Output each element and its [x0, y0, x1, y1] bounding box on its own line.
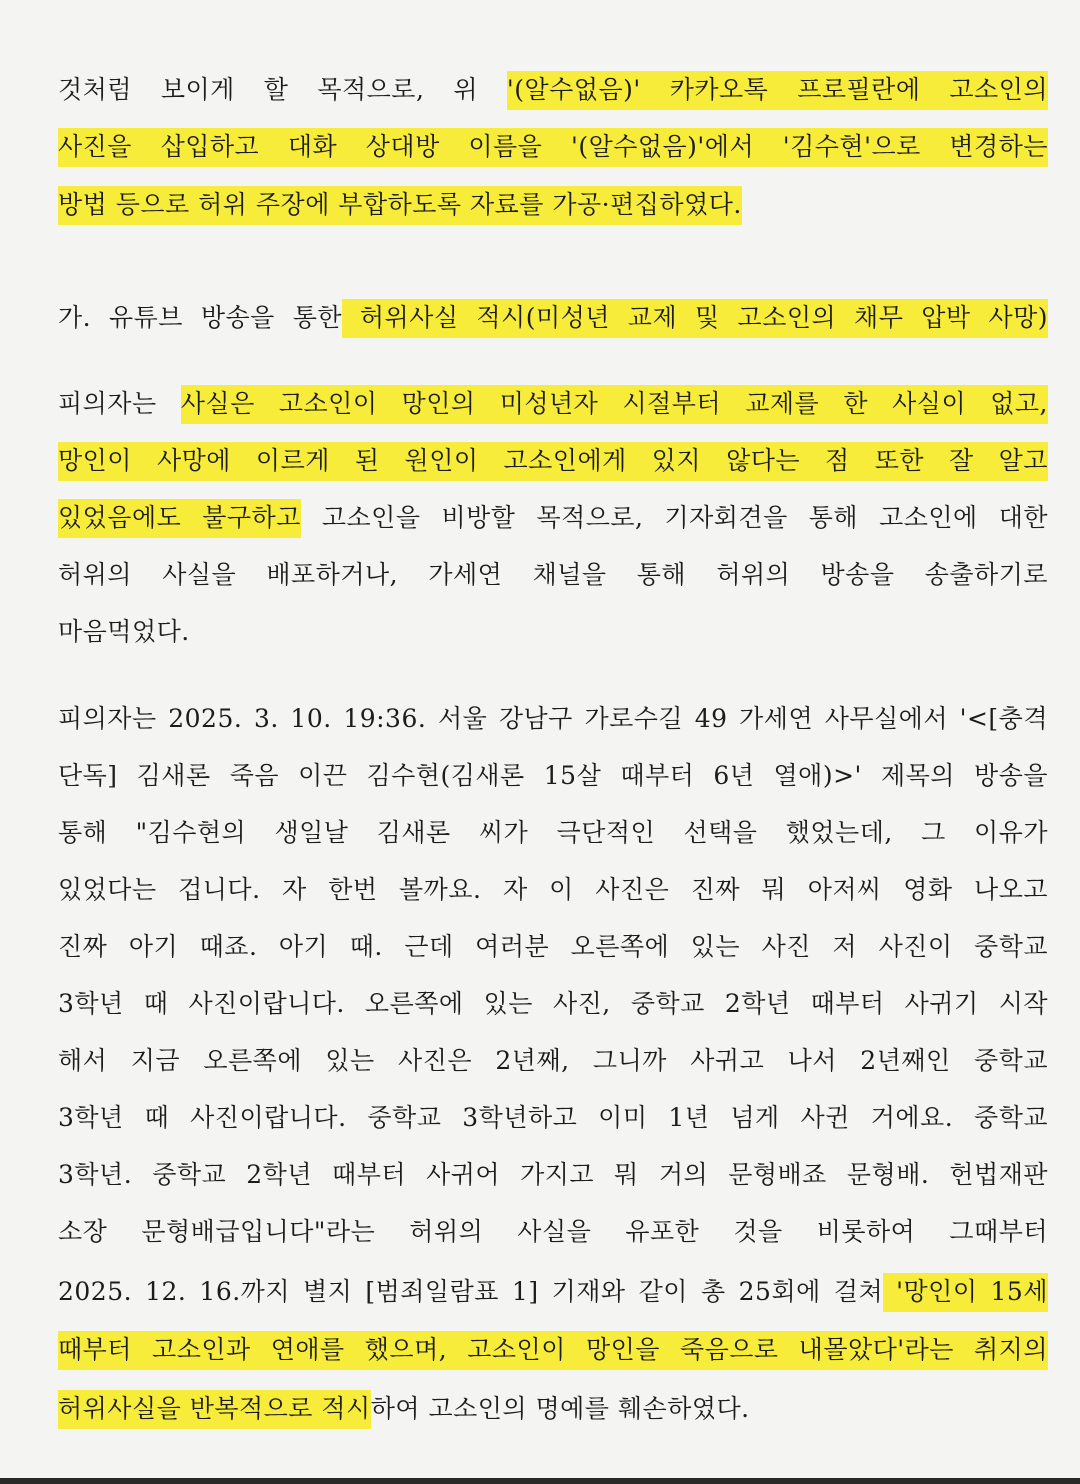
para1-line2 [58, 127, 1048, 167]
para3-line6 [58, 984, 1048, 1024]
section-heading-plain: 가. 유튜브 방송을 통한 [58, 303, 342, 332]
highlight: 사진을 삽입하고 대화 상대방 이름을 '(알수없음)'에서 '김수현'으로 변경하는 [58, 128, 1048, 167]
para2-line2 [58, 441, 1048, 481]
para2-line5-plain: 마음먹었다. [58, 617, 190, 646]
para3-line4 [58, 870, 1048, 910]
para3-line2-text: 단독] 김새론 죽음 이끈 김수현(김새론 15살 때부터 6년 열애)>' 제목의 방송을 [58, 761, 1048, 790]
para3-line10-text: 소장 문형배급입니다"라는 허위의 사실을 유포한 것을 비롯하여 그때부터 [58, 1217, 1048, 1246]
para3-line4-text: 있었다는 겁니다. 자 한번 볼까요. 자 이 사진은 진짜 뭐 아저씨 영화 나오고 [58, 875, 1048, 904]
para1-line1 [58, 70, 1048, 110]
para3-line10 [58, 1212, 1048, 1252]
para2-line4 [58, 555, 1048, 595]
highlight: 망인이 사망에 이르게 된 원인이 고소인에게 있지 않다는 점 또한 잘 알고 [58, 442, 1048, 481]
para3-line7-text: 해서 지금 오른쪽에 있는 사진은 2년째, 그니까 사귀고 나서 2년째인 중학교 [58, 1046, 1048, 1075]
para3-line9 [58, 1155, 1048, 1195]
highlight: 허위사실을 반복적으로 적시 [58, 1390, 371, 1429]
para3-line13-plain: 하여 고소인의 명예를 훼손하였다. [370, 1394, 750, 1423]
para3-line3-text: 통해 "김수현의 생일날 김새론 씨가 극단적인 선택을 했었는데, 그 이유가 [58, 818, 1048, 847]
para2-line1 [58, 384, 1048, 424]
para3-line6-text: 3학년 때 사진이랍니다. 오른쪽에 있는 사진, 중학교 2학년 때부터 사귀기 시작 [58, 989, 1048, 1018]
para3-line3 [58, 813, 1048, 853]
highlight: 사실은 고소인이 망인의 미성년자 시절부터 교제를 한 사실이 없고, [181, 385, 1048, 424]
para1-line3 [58, 185, 848, 225]
para3-line12 [58, 1330, 1048, 1370]
para2-line3 [58, 498, 1048, 538]
highlight: 있었음에도 불구하고 [58, 499, 301, 538]
highlight: '망인이 15세 [883, 1273, 1048, 1312]
para3-line11 [58, 1272, 1048, 1312]
section-heading [58, 298, 1048, 338]
highlight: 방법 등으로 허위 주장에 부합하도록 자료를 가공·편집하였다. [58, 186, 742, 225]
para2-line3-plain: 고소인을 비방할 목적으로, 기자회견을 통해 고소인에 대한 [300, 503, 1048, 532]
para3-line5-text: 진짜 아기 때죠. 아기 때. 근데 여러분 오른쪽에 있는 사진 저 사진이 중학교 [58, 932, 1048, 961]
para3-line8-text: 3학년 때 사진이랍니다. 중학교 3학년하고 이미 1년 넘게 사귄 거에요. 중학교 [58, 1103, 1048, 1132]
para1-line1-plain: 것처럼 보이게 할 목적으로, 위 [58, 75, 507, 104]
highlight: 때부터 고소인과 연애를 했으며, 고소인이 망인을 죽음으로 내몰았다'라는 취지의 [58, 1331, 1048, 1370]
para2-line1-plain: 피의자는 [58, 389, 181, 418]
para2-line5 [58, 612, 1048, 652]
para3-line9-text: 3학년. 중학교 2학년 때부터 사귀어 가지고 뭐 거의 문형배죠 문형배. 헌법재판 [58, 1160, 1048, 1189]
para3-line13 [58, 1389, 1048, 1429]
highlight: 허위사실 적시(미성년 교제 및 고소인의 채무 압박 사망) [342, 299, 1048, 338]
para3-line1-text: 피의자는 2025. 3. 10. 19:36. 서울 강남구 가로수길 49 가세연 사무실에서 '<[충격 [58, 704, 1048, 733]
para3-line1 [58, 699, 1048, 739]
para3-line11-plain: 2025. 12. 16.까지 별지 [범죄일람표 1] 기재와 같이 총 25회에 걸쳐 [58, 1277, 884, 1306]
para3-line5 [58, 927, 1048, 967]
para3-line2 [58, 756, 1048, 796]
para2-line4-plain: 허위의 사실을 배포하거나, 가세연 채널을 통해 허위의 방송을 송출하기로 [58, 560, 1048, 589]
para3-line8 [58, 1098, 1048, 1138]
bottom-edge-divider [0, 1478, 1080, 1484]
para3-line7 [58, 1041, 1048, 1081]
highlight: '(알수없음)' 카카오톡 프로필란에 고소인의 [507, 71, 1048, 110]
